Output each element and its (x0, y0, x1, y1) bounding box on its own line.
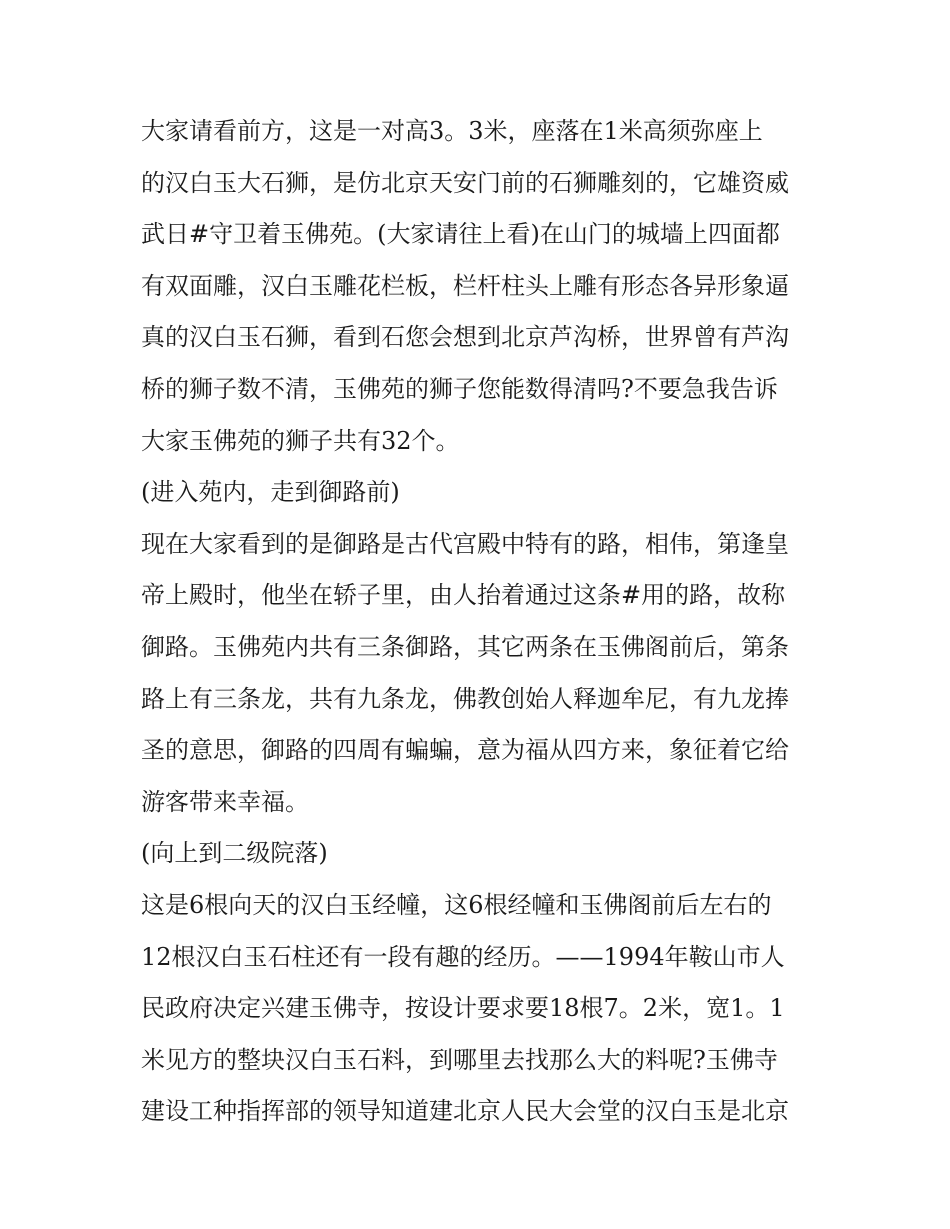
text-line-19: 米见方的整块汉白玉石料，到哪里去找那么大的料呢?玉佛寺 (141, 1045, 778, 1074)
text-line-18: 民政府决定兴建玉佛寺，按设计要求要18根7。2米，宽1。1 (141, 994, 785, 1023)
text-line-3: 武日#守卫着玉佛苑。(大家请往上看)在山门的城墙上四面都 (141, 220, 780, 249)
text-line-12: 路上有三条龙，共有九条龙，佛教创始人释迦牟尼，有九龙捧 (141, 684, 789, 713)
text-line-10: 帝上殿时，他坐在轿子里，由人抬着通过这条#用的路，故称 (141, 581, 786, 610)
text-line-6: 桥的狮子数不清，玉佛苑的狮子您能数得清吗?不要急我告诉 (141, 374, 778, 403)
text-line-4: 有双面雕，汉白玉雕花栏板，栏杆柱头上雕有形态各异形象逼 (141, 271, 789, 300)
text-line-11: 御路。玉佛苑内共有三条御路，其它两条在玉佛阁前后，第条 (141, 632, 789, 661)
text-line-20: 建设工种指挥部的领导知道建北京人民大会堂的汉白玉是北京 (141, 1097, 789, 1126)
text-line-2: 的汉白玉大石狮，是仿北京天安门前的石狮雕刻的，它雄资威 (141, 168, 789, 197)
text-line-5: 真的汉白玉石狮，看到石您会想到北京芦沟桥，世界曾有芦沟 (141, 323, 789, 352)
section-note-second-courtyard: (向上到二级院落) (141, 839, 328, 868)
text-line-7: 大家玉佛苑的狮子共有32个。 (141, 426, 460, 455)
text-line-17: 12根汉白玉石柱还有一段有趣的经历。——1994年鞍山市人 (141, 942, 785, 971)
text-line-14: 游客带来幸福。 (141, 787, 309, 816)
text-line-13: 圣的意思，御路的四周有蝙蝙，意为福从四方来，象征着它给 (141, 736, 789, 765)
text-line-9: 现在大家看到的是御路是古代宫殿中特有的路，相伟，第逢皇 (141, 529, 789, 558)
section-note-enter-garden: (进入苑内，走到御路前) (141, 478, 400, 507)
body-text (141, 106, 813, 1138)
text-line-1: 大家请看前方，这是一对高3。3米，座落在1米高须弥座上 (141, 117, 763, 145)
text-line-16: 这是6根向天的汉白玉经幢，这6根经幢和玉佛阁前后左右的 (141, 890, 772, 919)
